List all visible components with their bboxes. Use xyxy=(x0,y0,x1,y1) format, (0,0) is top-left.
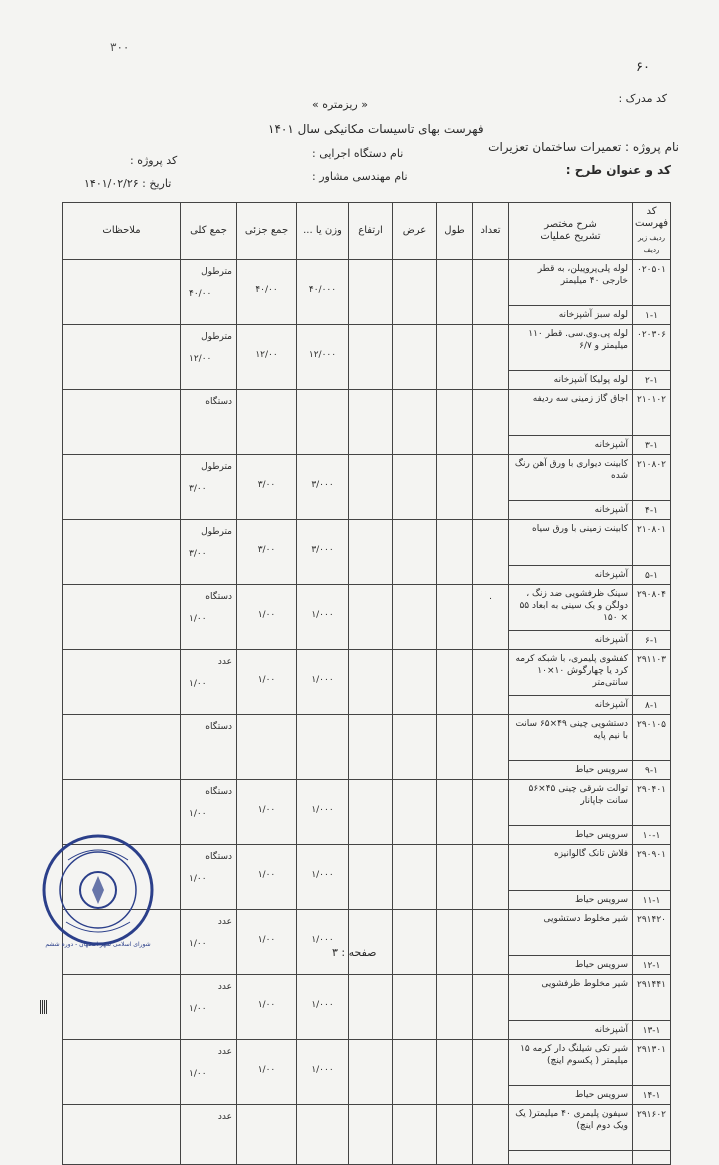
table-row xyxy=(63,585,671,631)
item-unit-total: مترطول ۴۰/۰۰ xyxy=(181,260,237,325)
item-desc: توالت شرقی چینی ۴۵×۵۶ سانت جاپانار xyxy=(509,780,633,826)
item-unit-total: مترطول ۳/۰۰ xyxy=(181,520,237,585)
item-height xyxy=(349,260,393,325)
item-partial: ۱/۰۰ xyxy=(237,845,297,910)
item-sub-desc xyxy=(509,1151,633,1165)
item-desc: سیفون پلیمری ۴۰ میلیمتر( یک ویک دوم اینچ) xyxy=(509,1105,633,1151)
item-sub-code: ۱۱-۱ xyxy=(633,891,671,910)
page-number: صفحه : ۳ xyxy=(332,946,377,959)
header-total: جمع کلی xyxy=(181,203,237,260)
item-notes xyxy=(63,650,181,715)
item-code: ۲۹۱۴۲۰ xyxy=(633,910,671,956)
item-count xyxy=(473,845,509,910)
item-weight: ۱/۰۰۰ xyxy=(297,1040,349,1105)
header-height: ارتفاع xyxy=(349,203,393,260)
item-sub-code: ۹-۱ xyxy=(633,761,671,780)
item-length xyxy=(437,520,473,585)
item-partial: ۱/۰۰ xyxy=(237,585,297,650)
item-sub-desc: سرویس حیاط xyxy=(509,761,633,780)
table-row xyxy=(63,390,671,436)
item-width xyxy=(393,260,437,325)
item-count xyxy=(473,455,509,520)
table-row xyxy=(63,260,671,306)
item-sub-desc: سرویس حیاط xyxy=(509,1086,633,1105)
header-width: عرض xyxy=(393,203,437,260)
item-count xyxy=(473,520,509,585)
header-count: تعداد xyxy=(473,203,509,260)
item-height xyxy=(349,325,393,390)
item-weight: ۱/۰۰۰ xyxy=(297,780,349,845)
item-length xyxy=(437,715,473,780)
item-weight: ۱/۰۰۰ xyxy=(297,975,349,1040)
item-notes xyxy=(63,260,181,325)
top-mark: ۳۰۰ xyxy=(110,40,130,54)
item-sub-desc: سرویس حیاط xyxy=(509,826,633,845)
item-desc: کابینت دیواری با ورق آهن رنگ شده xyxy=(509,455,633,501)
estimate-table xyxy=(62,202,671,1165)
item-height xyxy=(349,650,393,715)
item-count xyxy=(473,975,509,1040)
item-unit-total: عدد ۱/۰۰ xyxy=(181,975,237,1040)
header-desc: شرح مختصر تشریح عملیات xyxy=(509,203,633,260)
item-code: ۲۹۱۴۴۱ xyxy=(633,975,671,1021)
item-weight xyxy=(297,715,349,780)
item-desc: اجاق گاز زمینی سه ردیفه xyxy=(509,390,633,436)
executor-label: نام دستگاه اجرایی : xyxy=(312,147,404,160)
item-length xyxy=(437,585,473,650)
item-count xyxy=(473,715,509,780)
item-unit-total: مترطول ۱۲/۰۰ xyxy=(181,325,237,390)
item-code: ۲۹۱۳۰۱ xyxy=(633,1040,671,1086)
svg-text:شورای اسلامی شهر اصفهان - دوره: شورای اسلامی شهر اصفهان - دوره ششم xyxy=(45,941,151,948)
item-height xyxy=(349,1105,393,1165)
item-partial: ۱/۰۰ xyxy=(237,650,297,715)
item-partial: ۴۰/۰۰ xyxy=(237,260,297,325)
item-sub-desc: آشپزخانه xyxy=(509,566,633,585)
header-notes: ملاحظات xyxy=(63,203,181,260)
header-weight: وزن یا ... xyxy=(297,203,349,260)
item-sub-code: ۱۳-۱ xyxy=(633,1021,671,1040)
item-desc: شیر مخلوط دستشویی xyxy=(509,910,633,956)
item-width xyxy=(393,1105,437,1165)
item-unit-total: دستگاه ۱/۰۰ xyxy=(181,845,237,910)
item-code: ۲۱۰۱۰۲ xyxy=(633,390,671,436)
item-weight: ۱/۰۰۰ xyxy=(297,585,349,650)
item-desc: دستشویی چینی ۴۹×۶۵ سانت با نیم پایه xyxy=(509,715,633,761)
item-unit-total: دستگاه ۱/۰۰ xyxy=(181,585,237,650)
item-weight: ۳/۰۰۰ xyxy=(297,455,349,520)
item-width xyxy=(393,520,437,585)
item-unit-total: دستگاه ۱/۰۰ xyxy=(181,780,237,845)
item-count xyxy=(473,1105,509,1165)
item-length xyxy=(437,390,473,455)
item-height xyxy=(349,455,393,520)
item-sub-desc: آشپزخانه xyxy=(509,501,633,520)
item-partial: ۳/۰۰ xyxy=(237,455,297,520)
item-count xyxy=(473,650,509,715)
item-weight: ۱/۰۰۰ xyxy=(297,910,349,975)
item-sub-desc: سرویس حیاط xyxy=(509,891,633,910)
item-code: ۲۹۰۸۰۴ xyxy=(633,585,671,631)
item-length xyxy=(437,1040,473,1105)
item-code: ۰۲۰۵۰۱ xyxy=(633,260,671,306)
item-sub-code: ۱۰-۱ xyxy=(633,826,671,845)
item-width xyxy=(393,390,437,455)
item-length xyxy=(437,1105,473,1165)
item-partial: ۱/۰۰ xyxy=(237,780,297,845)
item-code: ۲۱۰۸۰۱ xyxy=(633,520,671,566)
item-length xyxy=(437,975,473,1040)
header-length: طول xyxy=(437,203,473,260)
table-row xyxy=(63,715,671,761)
item-code: ۲۹۰۱۰۵ xyxy=(633,715,671,761)
item-desc: شیر تکی شیلنگ دار کرمه ۱۵ میلیمتر ( پکسوم اینچ) xyxy=(509,1040,633,1086)
item-notes xyxy=(63,1040,181,1105)
item-count: ۰ xyxy=(473,585,509,650)
item-sub-desc: لوله پولیکا آشپزخانه xyxy=(509,371,633,390)
table-row xyxy=(63,975,671,1021)
item-weight: ۳/۰۰۰ xyxy=(297,520,349,585)
item-count xyxy=(473,390,509,455)
table-row xyxy=(63,455,671,501)
item-partial: ۱/۰۰ xyxy=(237,1040,297,1105)
item-unit-total: عدد ۱/۰۰ xyxy=(181,650,237,715)
item-width xyxy=(393,715,437,780)
item-width xyxy=(393,455,437,520)
item-sub-code: ۸-۱ xyxy=(633,696,671,715)
corner-mark: ۶۰ xyxy=(636,60,650,75)
item-desc: کفشوی پلیمری، با شبکه کرمه کرد یا چهارگوش ۱۰×۱۰ سانتی‌متر xyxy=(509,650,633,696)
edge-mark xyxy=(40,1000,48,1014)
item-sub-code: ۶-۱ xyxy=(633,631,671,650)
item-width xyxy=(393,845,437,910)
item-sub-code: ۴-۱ xyxy=(633,501,671,520)
table-row xyxy=(63,520,671,566)
item-notes xyxy=(63,585,181,650)
item-sub-code: ۱-۱ xyxy=(633,306,671,325)
item-height xyxy=(349,715,393,780)
item-width xyxy=(393,585,437,650)
item-weight: ۴۰/۰۰۰ xyxy=(297,260,349,325)
item-notes xyxy=(63,715,181,780)
item-code: ۲۹۰۴۰۱ xyxy=(633,780,671,826)
item-weight xyxy=(297,390,349,455)
item-count xyxy=(473,1040,509,1105)
item-length xyxy=(437,650,473,715)
item-desc: لوله پلی‌پروپیلن، به قطر خارجی ۴۰ میلیمتر xyxy=(509,260,633,306)
item-count xyxy=(473,260,509,325)
doc-code-label: کد مدرک : xyxy=(618,92,667,105)
item-sub-desc: آشپزخانه xyxy=(509,436,633,455)
item-sub-code: ۲-۱ xyxy=(633,371,671,390)
item-sub-code: ۱۴-۱ xyxy=(633,1086,671,1105)
table-row xyxy=(63,1040,671,1086)
item-code: ۲۹۰۹۰۱ xyxy=(633,845,671,891)
item-desc: شیر مخلوط ظرفشویی xyxy=(509,975,633,1021)
item-length xyxy=(437,910,473,975)
item-notes xyxy=(63,390,181,455)
table-header-row xyxy=(63,203,671,260)
table-row xyxy=(63,325,671,371)
item-count xyxy=(473,910,509,975)
item-notes xyxy=(63,520,181,585)
item-code: ۲۹۱۱۰۳ xyxy=(633,650,671,696)
item-width xyxy=(393,780,437,845)
project-code-label: کد پروژه : xyxy=(130,154,178,167)
item-unit-total: عدد ۱/۰۰ xyxy=(181,910,237,975)
item-sub-desc: آشپزخانه xyxy=(509,696,633,715)
item-height xyxy=(349,585,393,650)
item-desc: فلاش تانک گالوانیزه xyxy=(509,845,633,891)
item-unit-total: دستگاه xyxy=(181,715,237,780)
item-unit-total: عدد ۱/۰۰ xyxy=(181,1040,237,1105)
item-count xyxy=(473,780,509,845)
item-width xyxy=(393,910,437,975)
item-weight: ۱/۰۰۰ xyxy=(297,845,349,910)
item-weight: ۱/۰۰۰ xyxy=(297,650,349,715)
item-weight: ۱۲/۰۰۰ xyxy=(297,325,349,390)
item-code: ۰۲۰۳۰۶ xyxy=(633,325,671,371)
item-unit-total: مترطول ۳/۰۰ xyxy=(181,455,237,520)
title-quote: « ریزمتره » xyxy=(312,98,368,111)
item-sub-code: ۵-۱ xyxy=(633,566,671,585)
item-height xyxy=(349,780,393,845)
header-partial: جمع جزئی xyxy=(237,203,297,260)
item-height xyxy=(349,520,393,585)
item-height xyxy=(349,910,393,975)
consultant-label: نام مهندسی مشاور : xyxy=(312,170,408,183)
item-sub-desc: آشپزخانه xyxy=(509,1021,633,1040)
item-length xyxy=(437,260,473,325)
item-code: ۲۱۰۸۰۲ xyxy=(633,455,671,501)
item-desc: سینک ظرفشویی ضد زنگ ، دولگن و یک سینی به ابعاد ۵۵ × ۱۵۰ xyxy=(509,585,633,631)
design-code-label: کد و عنوان طرح : xyxy=(565,163,671,177)
item-width xyxy=(393,975,437,1040)
item-partial: ۱/۰۰ xyxy=(237,975,297,1040)
item-partial: ۳/۰۰ xyxy=(237,520,297,585)
item-sub-code: ۱۲-۱ xyxy=(633,956,671,975)
item-partial: ۱۲/۰۰ xyxy=(237,325,297,390)
item-partial xyxy=(237,1105,297,1165)
item-desc: لوله پی.وی.سی. قطر ۱۱۰ میلیمتر و ۶/۷ xyxy=(509,325,633,371)
item-width xyxy=(393,1040,437,1105)
item-unit-total: عدد xyxy=(181,1105,237,1165)
item-width xyxy=(393,325,437,390)
item-height xyxy=(349,1040,393,1105)
item-height xyxy=(349,845,393,910)
item-notes xyxy=(63,1105,181,1165)
item-length xyxy=(437,325,473,390)
item-unit-total: دستگاه xyxy=(181,390,237,455)
item-desc: کابینت زمینی با ورق سیاه xyxy=(509,520,633,566)
item-partial xyxy=(237,715,297,780)
item-partial xyxy=(237,390,297,455)
item-length xyxy=(437,845,473,910)
page-title: فهرست بهای تاسیسات مکانیکی سال ۱۴۰۱ xyxy=(268,122,484,136)
table-row xyxy=(63,780,671,826)
table-row xyxy=(63,1105,671,1151)
item-height xyxy=(349,390,393,455)
item-sub-code: ۳-۱ xyxy=(633,436,671,455)
item-code: ۲۹۱۶۰۲ xyxy=(633,1105,671,1151)
item-length xyxy=(437,780,473,845)
item-notes xyxy=(63,325,181,390)
table-row xyxy=(63,650,671,696)
project-name-label: نام پروژه : تعمیرات ساختمان تعزیرات xyxy=(488,140,679,154)
item-partial: ۱/۰۰ xyxy=(237,910,297,975)
header-code: کد فهرست ردیف زیر ردیف xyxy=(633,203,671,260)
item-sub-code xyxy=(633,1151,671,1165)
official-stamp-icon xyxy=(38,830,158,950)
item-sub-desc: آشپزخانه xyxy=(509,631,633,650)
item-width xyxy=(393,650,437,715)
item-length xyxy=(437,455,473,520)
item-notes xyxy=(63,975,181,1040)
item-weight xyxy=(297,1105,349,1165)
date-label: تاریخ : ۱۴۰۱/۰۲/۲۶ xyxy=(84,177,172,190)
item-count xyxy=(473,325,509,390)
item-notes xyxy=(63,455,181,520)
item-height xyxy=(349,975,393,1040)
item-sub-desc: سرویس حیاط xyxy=(509,956,633,975)
item-sub-desc: لوله سبز آشپزخانه xyxy=(509,306,633,325)
